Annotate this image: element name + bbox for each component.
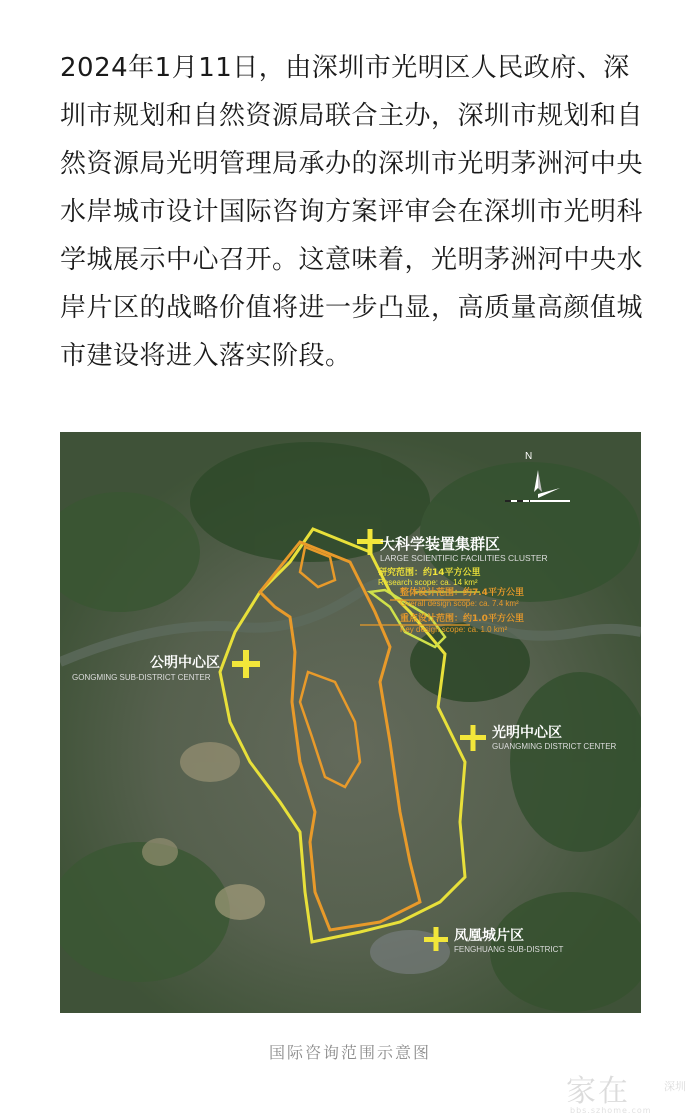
research-scope-label-en: Research scope: ca. 14 km² [378, 578, 478, 587]
watermark-city: 深圳 [664, 1080, 686, 1093]
fenghuang-label-en: FENGHUANG SUB-DISTRICT [454, 945, 564, 954]
watermark-main: 家在 [566, 1074, 630, 1109]
key-scope-label-en: Key design scope: ca. 1.0 km² [400, 625, 508, 634]
fenghuang-label: 凤凰城片区 [454, 928, 524, 944]
site-watermark [566, 1066, 686, 1116]
science-cluster-label: 大科学装置集群区 [380, 535, 501, 553]
overall-scope-label-en: Overall design scope: ca. 7.4 km² [400, 599, 519, 608]
watermark-url: bbs.szhome.com [570, 1106, 652, 1115]
guangming-center-label-en: GUANGMING DISTRICT CENTER [492, 742, 617, 751]
article-paragraph: 2024年1月11日，由深圳市光明区人民政府、深圳市规划和自然资源局联合主办，深圳市规划和自然资源局光明管理局承办的深圳市光明茅洲河中央水岸城市设计国际咨询方案评审会在深圳市光明科学城展示中心召开。这意味着，光明茅洲河中央水岸片区的战略价值将进一步凸显，高质量高颜值城市建设将进入落实阶段。 [60, 53, 644, 371]
science-cluster-label-en: LARGE SCIENTIFIC FACILITIES CLUSTER [380, 553, 548, 563]
gongming-center-label-en: GONGMING SUB-DISTRICT CENTER [72, 673, 211, 682]
consultation-scope-map [60, 432, 641, 1013]
gongming-center-label: 公明中心区 [150, 655, 220, 671]
research-scope-label: 研究范围：约14平方公里 [378, 568, 481, 578]
overall-scope-label: 整体设计范围：约7.4平方公里 [400, 588, 524, 598]
key-scope-label: 重点设计范围：约1.0平方公里 [400, 614, 524, 624]
guangming-center-label: 光明中心区 [492, 725, 562, 741]
north-label: N [525, 451, 533, 462]
map-caption: 国际咨询范围示意图 [268, 1043, 431, 1062]
